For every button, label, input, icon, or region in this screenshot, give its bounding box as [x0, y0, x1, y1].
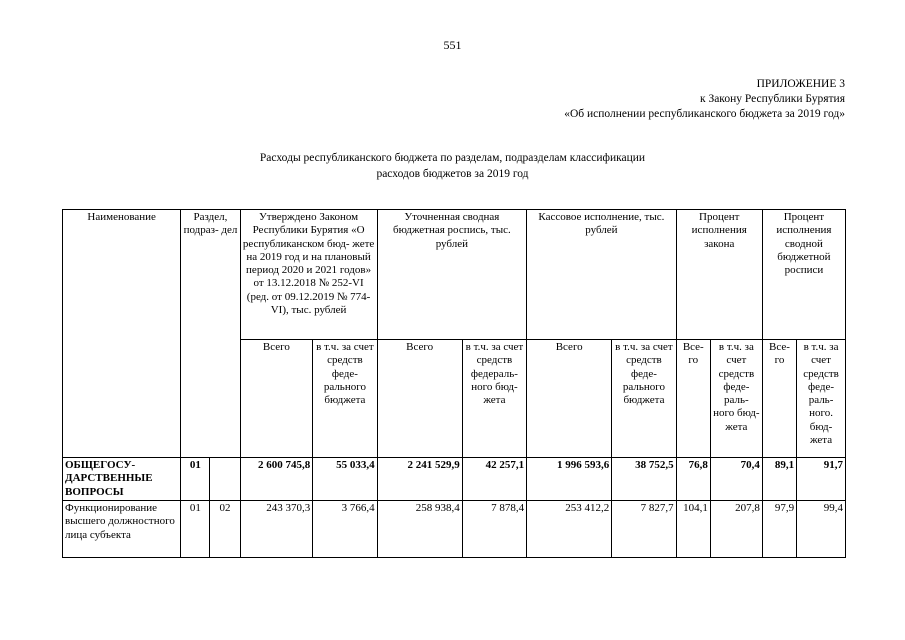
subheader-law-total: Все- го [676, 340, 710, 458]
appendix-line-2: к Закону Республики Бурятия [699, 93, 845, 105]
cell-approved-fed: 55 033,4 [313, 458, 377, 501]
subheader-refined-fed: в т.ч. за счет средств федераль- ного бюд- жета [462, 340, 526, 458]
subheader-law-fed: в т.ч. за счет средств феде- раль- ного бюд- жета [710, 340, 762, 458]
document-title-line-1: Расходы республиканского бюджета по разделам, подразделам классификации [259, 152, 646, 164]
cell-approved-total: 243 370,3 [240, 501, 313, 558]
cell-cash-total: 1 996 593,6 [527, 458, 612, 501]
cell-approved-fed: 3 766,4 [313, 501, 377, 558]
appendix-line-3: «Об исполнении республиканского бюджета за 2019 год» [564, 108, 845, 120]
subheader-approved-fed: в т.ч. за счет средств феде- рального бюджета [313, 340, 377, 458]
header-cash: Кассовое исполнение, тыс. рублей [527, 210, 677, 340]
cell-roster-fed: 91,7 [797, 458, 846, 501]
cell-cash-fed: 7 827,7 [612, 501, 676, 558]
header-pct-law: Процент исполнения закона [676, 210, 762, 340]
cell-refined-total: 2 241 529,9 [377, 458, 462, 501]
cell-approved-total: 2 600 745,8 [240, 458, 313, 501]
document-title-line-2: расходов бюджетов за 2019 год [376, 168, 529, 180]
cell-section: 01 [181, 458, 210, 501]
header-approved: Утверждено Законом Республики Бурятия «О республиканском бюд- жете на 2019 год и на плановый период 2020 и 2021 годов» от 13.12.2018 № 252-VI (ред. от 09.12.2019 № 774-VI), тыс. рублей [240, 210, 377, 340]
cell-roster-fed: 99,4 [797, 501, 846, 558]
header-name: Наименование [63, 210, 181, 458]
appendix-header [564, 77, 845, 122]
subheader-approved-total: Всего [240, 340, 313, 458]
table-row [63, 501, 846, 558]
table-header-row [63, 210, 846, 340]
page-number: 551 [443, 38, 462, 52]
cell-refined-fed: 7 878,4 [462, 501, 526, 558]
cell-roster-total: 89,1 [762, 458, 796, 501]
cell-subsection [210, 458, 240, 501]
cell-law-fed: 70,4 [710, 458, 762, 501]
subheader-cash-total: Всего [527, 340, 612, 458]
header-refined: Уточненная сводная бюджетная роспись, тыс. рублей [377, 210, 527, 340]
subheader-refined-total: Всего [377, 340, 462, 458]
budget-table [62, 209, 846, 558]
cell-refined-fed: 42 257,1 [462, 458, 526, 501]
cell-refined-total: 258 938,4 [377, 501, 462, 558]
table-row [63, 458, 846, 501]
subheader-roster-total: Все- го [762, 340, 796, 458]
cell-name: ОБЩЕГОСУ- ДАРСТВЕННЫЕ ВОПРОСЫ [63, 458, 181, 501]
cell-law-total: 104,1 [676, 501, 710, 558]
cell-cash-fed: 38 752,5 [612, 458, 676, 501]
cell-cash-total: 253 412,2 [527, 501, 612, 558]
subheader-cash-fed: в т.ч. за счет средств феде- рального бюджета [612, 340, 676, 458]
cell-name: Функционирование высшего должностного лица субъекта [63, 501, 181, 558]
cell-law-total: 76,8 [676, 458, 710, 501]
cell-subsection: 02 [210, 501, 240, 558]
cell-section: 01 [181, 501, 210, 558]
document-title [0, 150, 905, 182]
cell-law-fed: 207,8 [710, 501, 762, 558]
header-pct-roster: Процент исполнения сводной бюджетной росписи [762, 210, 845, 340]
subheader-roster-fed: в т.ч. за счет средств феде- раль- ного. бюд- жета [797, 340, 846, 458]
cell-roster-total: 97,9 [762, 501, 796, 558]
header-section: Раздел, подраз- дел [181, 210, 240, 458]
appendix-line-1: ПРИЛОЖЕНИЕ 3 [756, 78, 845, 90]
